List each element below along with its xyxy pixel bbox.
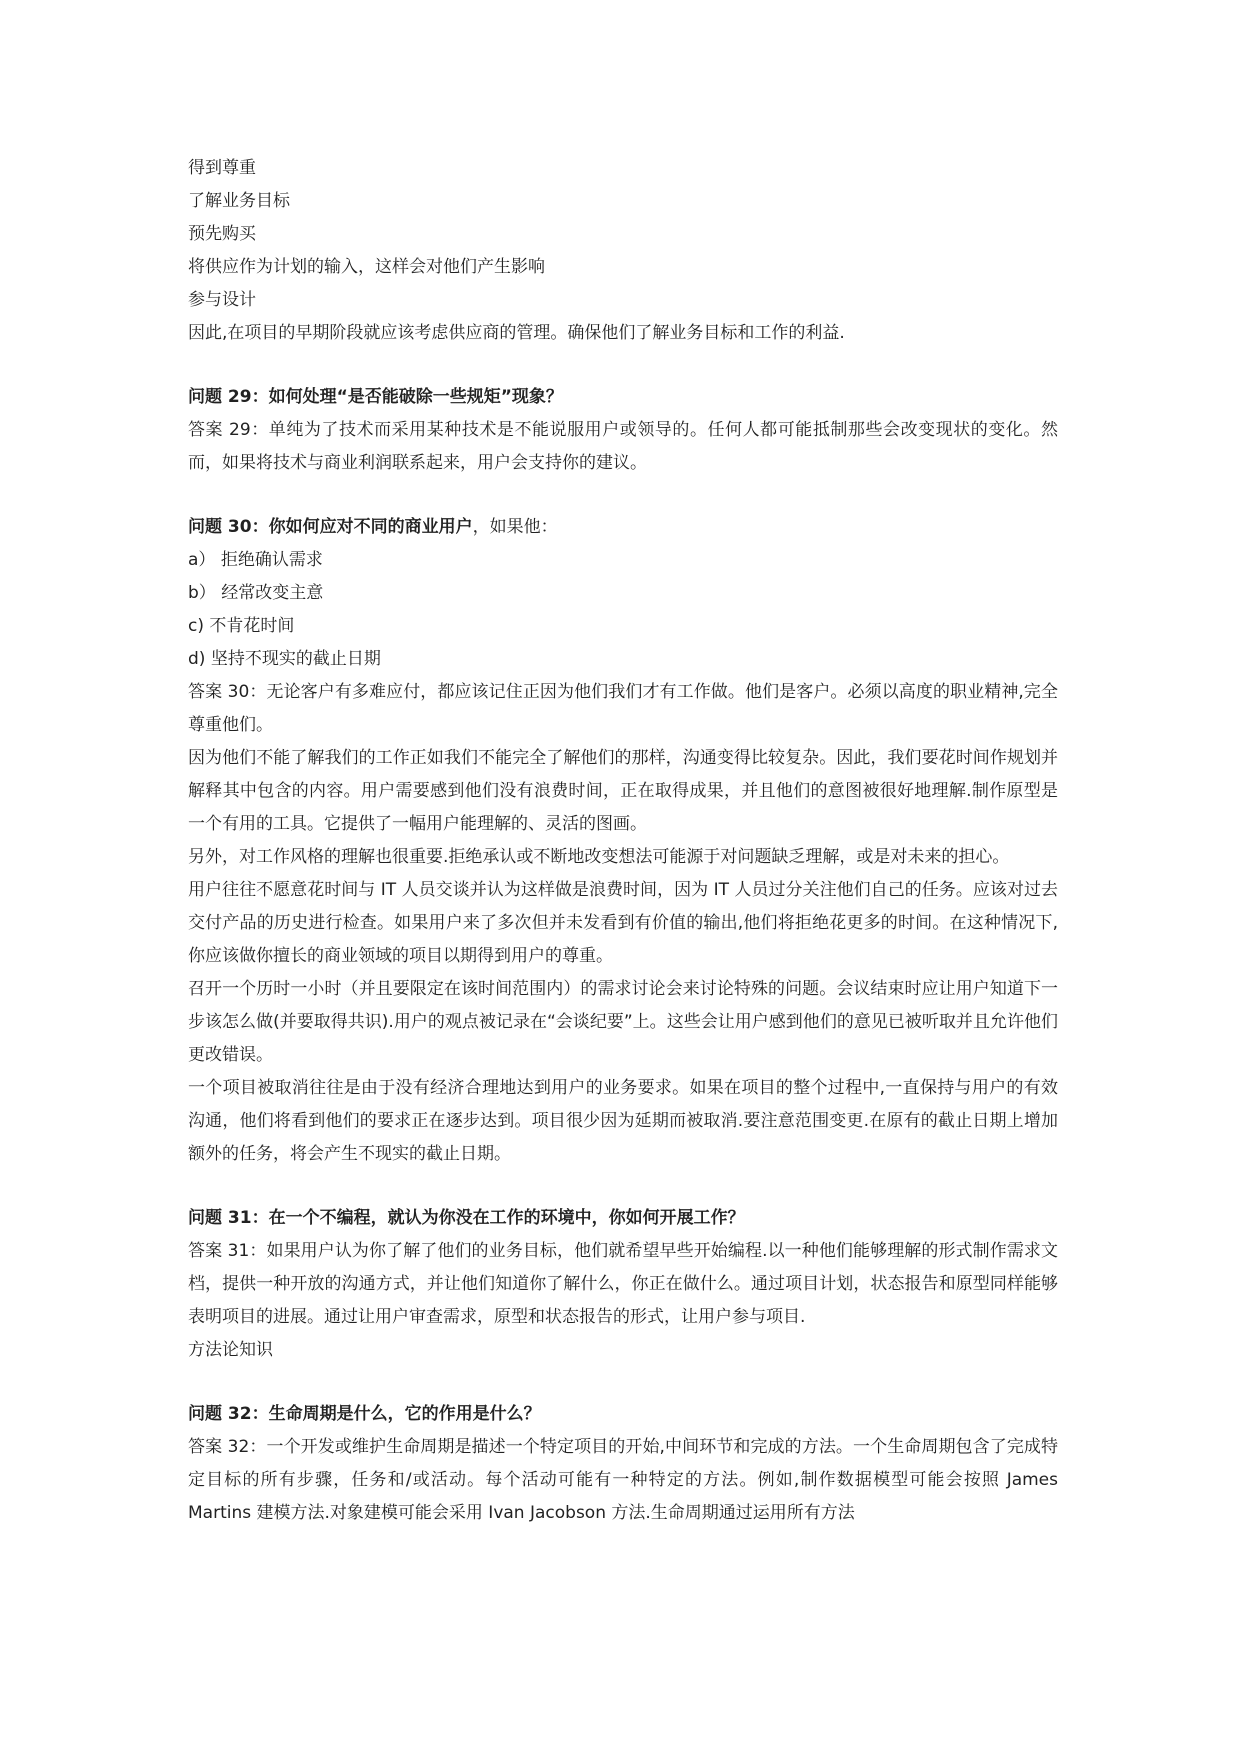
question-31: 问题 31：在一个不编程，就认为你没在工作的环境中，你如何开展工作？ [188, 1208, 745, 1228]
option-d: d) 坚持不现实的截止日期 [188, 649, 381, 669]
answer-30-paragraph: 一个项目被取消往往是由于没有经济合理地达到用户的业务要求。如果在项目的整个过程中,一直保持与用户的有效沟通，他们将看到他们的要求正在逐步达到。项目很少因为延期而被取消.要注意范围变更.在原有的截止日期上增加额外的任务，将会产生不现实的截止日期。 [188, 1078, 1058, 1164]
spacer [188, 350, 1058, 381]
document-page [188, 152, 1058, 1530]
intro-line: 将供应作为计划的输入，这样会对他们产生影响 [188, 257, 545, 277]
question-30-bold: 问题 30：你如何应对不同的商业用户 [188, 517, 473, 537]
spacer [188, 1171, 1058, 1202]
intro-line: 参与设计 [188, 290, 256, 310]
intro-line: 预先购买 [188, 224, 256, 244]
answer-30-paragraph: 答案 30：无论客户有多难应付，都应该记住正因为他们我们才有工作做。他们是客户。必须以高度的职业精神,完全尊重他们。 [188, 682, 1058, 735]
question-30-rest: ，如果他： [472, 517, 558, 537]
spacer [188, 480, 1058, 511]
answer-30-paragraph: 用户往往不愿意花时间与 IT 人员交谈并认为这样做是浪费时间，因为 IT 人员过分关注他们自己的任务。应该对过去交付产品的历史进行检查。如果用户来了多次但并未发看到有价值的输出,他们将拒绝花更多的时间。在这种情况下,你应该做你擅长的商业领域的项目以期得到用户的尊重。 [188, 880, 1058, 966]
section-heading: 方法论知识 [188, 1340, 273, 1360]
option-b: b） 经常改变主意 [188, 583, 324, 603]
spacer [188, 1367, 1058, 1398]
answer-29: 答案 29：单纯为了技术而采用某种技术是不能说服用户或领导的。任何人都可能抵制那些会改变现状的变化。然而，如果将技术与商业利润联系起来，用户会支持你的建议。 [188, 420, 1058, 473]
option-c: c) 不肯花时间 [188, 616, 295, 636]
intro-line: 得到尊重 [188, 158, 256, 178]
answer-30-paragraph: 召开一个历时一小时（并且要限定在该时间范围内）的需求讨论会来讨论特殊的问题。会议结束时应让用户知道下一步该怎么做(并要取得共识).用户的观点被记录在“会谈纪要”上。这些会让用户感到他们的意见已被听取并且允许他们更改错误。 [188, 979, 1058, 1065]
intro-line: 了解业务目标 [188, 191, 290, 211]
question-30 [188, 511, 1058, 544]
answer-31: 答案 31：如果用户认为你了解了他们的业务目标，他们就希望早些开始编程.以一种他们能够理解的形式制作需求文档，提供一种开放的沟通方式，并让他们知道你了解什么，你正在做什么。通过项目计划，状态报告和原型同样能够表明项目的进展。通过让用户审查需求，原型和状态报告的形式，让用户参与项目. [188, 1241, 1058, 1327]
question-29: 问题 29：如何处理“是否能破除一些规矩”现象？ [188, 387, 563, 407]
option-a: a） 拒绝确认需求 [188, 550, 323, 570]
question-32: 问题 32：生命周期是什么，它的作用是什么？ [188, 1404, 541, 1424]
answer-30-paragraph: 因为他们不能了解我们的工作正如我们不能完全了解他们的那样，沟通变得比较复杂。因此，我们要花时间作规划并解释其中包含的内容。用户需要感到他们没有浪费时间，正在取得成果，并且他们的意图被很好地理解.制作原型是一个有用的工具。它提供了一幅用户能理解的、灵活的图画。 [188, 748, 1058, 834]
intro-line: 因此,在项目的早期阶段就应该考虑供应商的管理。确保他们了解业务目标和工作的利益. [188, 323, 845, 343]
answer-30-paragraph: 另外，对工作风格的理解也很重要.拒绝承认或不断地改变想法可能源于对问题缺乏理解，或是对未来的担心。 [188, 847, 1010, 867]
answer-32: 答案 32：一个开发或维护生命周期是描述一个特定项目的开始,中间环节和完成的方法。一个生命周期包含了完成特定目标的所有步骤，任务和/或活动。每个活动可能有一种特定的方法。例如,制作数据模型可能会按照 James Martins 建模方法.对象建模可能会采用 Ivan Jacobson 方法.生命周期通过运用所有方法 [188, 1437, 1058, 1523]
